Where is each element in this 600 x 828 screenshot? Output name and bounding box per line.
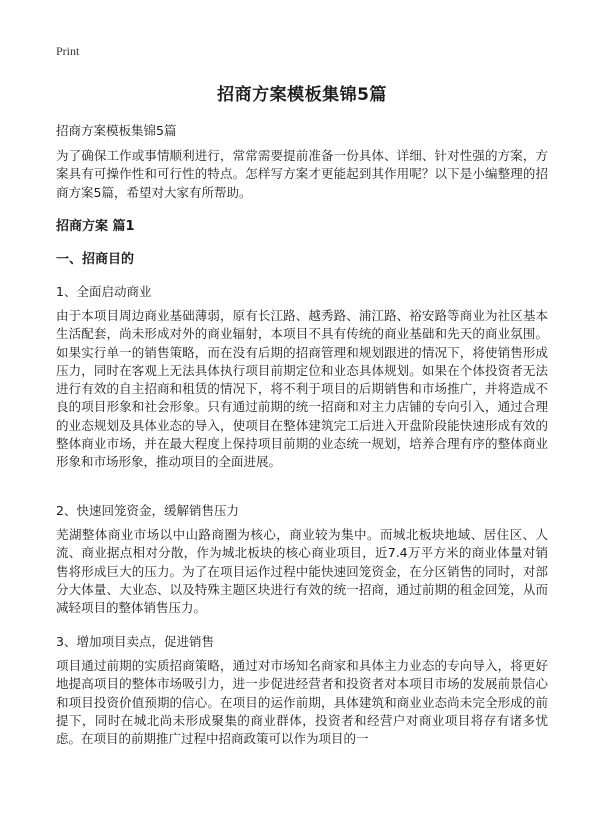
- print-link[interactable]: Print: [56, 44, 80, 58]
- item-2-body: 芜湖整体商业市场以中山路商圈为核心，商业较为集中。而城北板块地域、居住区、人流、商业据点相对分散，作为城北板块的核心商业项目，近7.4万平方米的商业体量对销售将形成巨大的压力。为了在项目运作过程中能快速回笼资金，在分区销售的同时，对部分大体量、大业态、以及特殊主题区块进行有效的统一招商，通过前期的租金回笼，从而减轻项目的整体销售压力。: [56, 527, 548, 616]
- document-subtitle: 招商方案模板集锦5篇: [56, 123, 177, 138]
- section-title: 招商方案 篇1: [56, 219, 135, 234]
- page-title: 招商方案模板集锦5篇: [217, 85, 387, 105]
- part-title: 一、招商目的: [56, 252, 135, 267]
- item-1-body: 由于本项目周边商业基础薄弱，原有长江路、越秀路、浦江路、裕安路等商业为社区基本生活配套，尚未形成对外的商业辐射，本项目不具有传统的商业基础和先天的商业氛围。如果实行单一的销售策略，而在没有后期的招商管理和规划跟进的情况下，将使销售形成压力，同时在客观上无法具体执行项目前期定位和业态具体规划。如果在个体投资者无法进行有效的自主招商和租赁的情况下，将不利于项目的后期销售和市场推广，并将造成不良的项目形象和社会形象。只有通过前期的统一招商和对主力店铺的专向引入，通过合理的业态规划及具体业态的导入，使项目在整体建筑完工后进入开盘阶段能快速形成有效的整体商业市场，并在最大程度上保持项目前期的业态统一规划，培养合理有序的整体商业形象和市场形象，推动项目的全面进展。: [56, 308, 548, 470]
- item-2-heading: 2、快速回笼资金，缓解销售压力: [56, 503, 239, 518]
- item-1-heading: 1、全面启动商业: [56, 284, 152, 299]
- item-3-body: 项目通过前期的实质招商策略，通过对市场知名商家和具体主力业态的专向导入，将更好地提高项目的整体市场吸引力，进一步促进经营者和投资者对本项目市场的发展前景信心和项目投资价值预期的信心。在项目的运作前期，具体建筑和商业业态尚未完全形成的前提下，同时在城北尚未形成聚集的商业群体，投资者和经营户对商业项目将存有诸多忧虑。在项目的前期推广过程中招商政策可以作为项目的一: [56, 658, 548, 747]
- intro-paragraph: 为了确保工作或事情顺利进行，常常需要提前准备一份具体、详细、针对性强的方案，方案具有可操作性和可行性的特点。怎样写方案才更能起到其作用呢？以下是小编整理的招商方案5篇，希望对大家有所帮助。: [56, 148, 548, 200]
- item-3-heading: 3、增加项目卖点，促进销售: [56, 634, 214, 649]
